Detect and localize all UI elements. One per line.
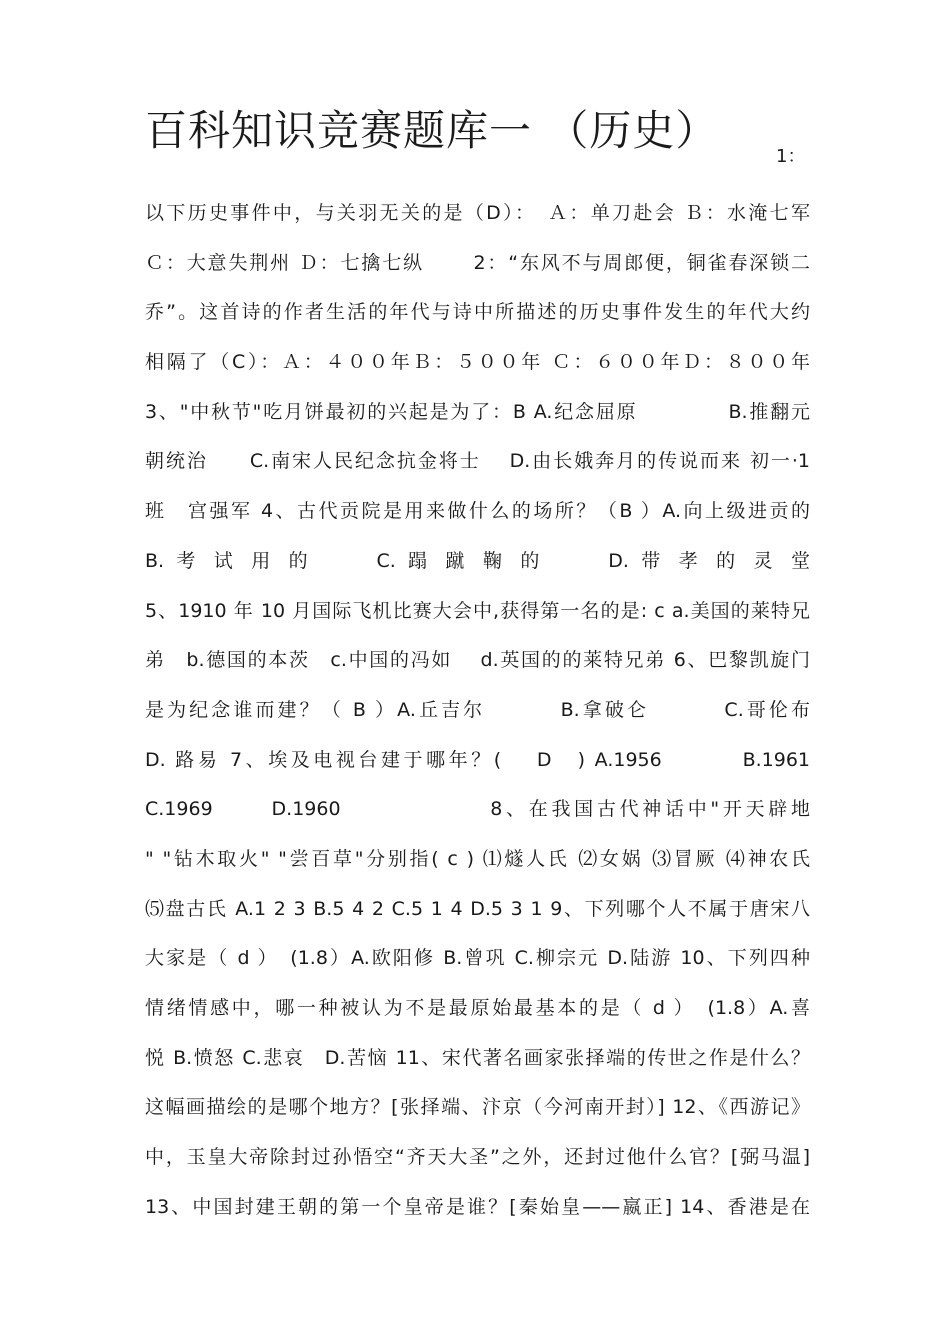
text-line: 班 宫强军 4、古代贡院是用来做什么的场所？（B ）A.向上级进贡的 xyxy=(145,500,810,523)
text-line: B. 考 试 用 的 C. 蹋 蹴 鞠 的 D. 带 孝 的 灵 堂 xyxy=(145,549,810,572)
page-title: 百科知识竞赛题库一 （历史） xyxy=(145,106,719,155)
text-line: 相隔了（C）：Ａ：４００年Ｂ：５００年 Ｃ：６００年Ｄ：８００年 xyxy=(145,351,810,374)
text-line: " "钻木取火" "尝百草"分别指( c ) ⑴燧人氏 ⑵女娲 ⑶冒厥 ⑷神农氏 xyxy=(145,847,810,870)
text-line: 这幅画描绘的是哪个地方？[张择端、汴京（今河南开封）] 12、《西游记》 xyxy=(145,1096,810,1119)
text-line: 悦 B.愤怒 C.悲哀 D.苦恼 11、宋代著名画家张择端的传世之作是什么？ xyxy=(145,1046,810,1069)
text-line: 是为纪念谁而建？（ B ）A.丘吉尔 B.拿破仑 C.哥伦布 xyxy=(145,698,810,721)
text-line: C.1969 D.1960 8、在我国古代神话中"开天辟地 xyxy=(145,798,810,821)
text-line: 以下历史事件中，与关羽无关的是（D）： Ａ：单刀赴会 Ｂ：水淹七军 xyxy=(145,202,810,224)
text-line: Ｃ：大意失荆州 Ｄ：七擒七纵 2：“东风不与周郎便，铜雀春深锁二 xyxy=(145,251,810,274)
text-line: 中，玉皇大帝除封过孙悟空“齐天大圣”之外，还封过他什么官？[弼马温] xyxy=(145,1146,810,1169)
text-line: 大家是（ d ） (1.8）A.欧阳修 B.曾巩 C.柳宗元 D.陆游 10、下列四种 xyxy=(145,947,810,970)
text-line: 弟 b.德国的本茨 c.中国的冯如 d.英国的的莱特兄弟 6、巴黎凯旋门 xyxy=(145,649,810,672)
text-line: 朝统治 C.南宋人民纪念抗金将士 D.由长娥奔月的传说而来 初一·1 xyxy=(145,450,810,473)
text-line: ⑸盘古氏 A.1 2 3 B.5 4 2 C.5 1 4 D.5 3 1 9、下列哪个人不属于唐宋八 xyxy=(145,897,810,920)
text-line: 13、中国封建王朝的第一个皇帝是谁？[秦始皇——嬴正] 14、香港是在 xyxy=(145,1195,810,1218)
text-line: 5、1910 年 10 月国际飞机比赛大会中,获得第一名的是: c a.美国的莱特兄 xyxy=(145,599,810,622)
text-line: 乔”。这首诗的作者生活的年代与诗中所描述的历史事件发生的年代大约 xyxy=(145,301,810,324)
text-line: 情绪情感中，哪一种被认为不是最原始最基本的是（ d ） (1.8）A.喜 xyxy=(145,997,810,1019)
document-body xyxy=(145,194,810,1237)
question-number-marker: 1： xyxy=(776,146,806,167)
text-line: 3、"中秋节"吃月饼最初的兴起是为了：B A.纪念屈原 B.推翻元 xyxy=(145,400,810,423)
text-line: D. 路易 7、埃及电视台建于哪年？( D ) A.1956 B.1961 xyxy=(145,748,810,771)
